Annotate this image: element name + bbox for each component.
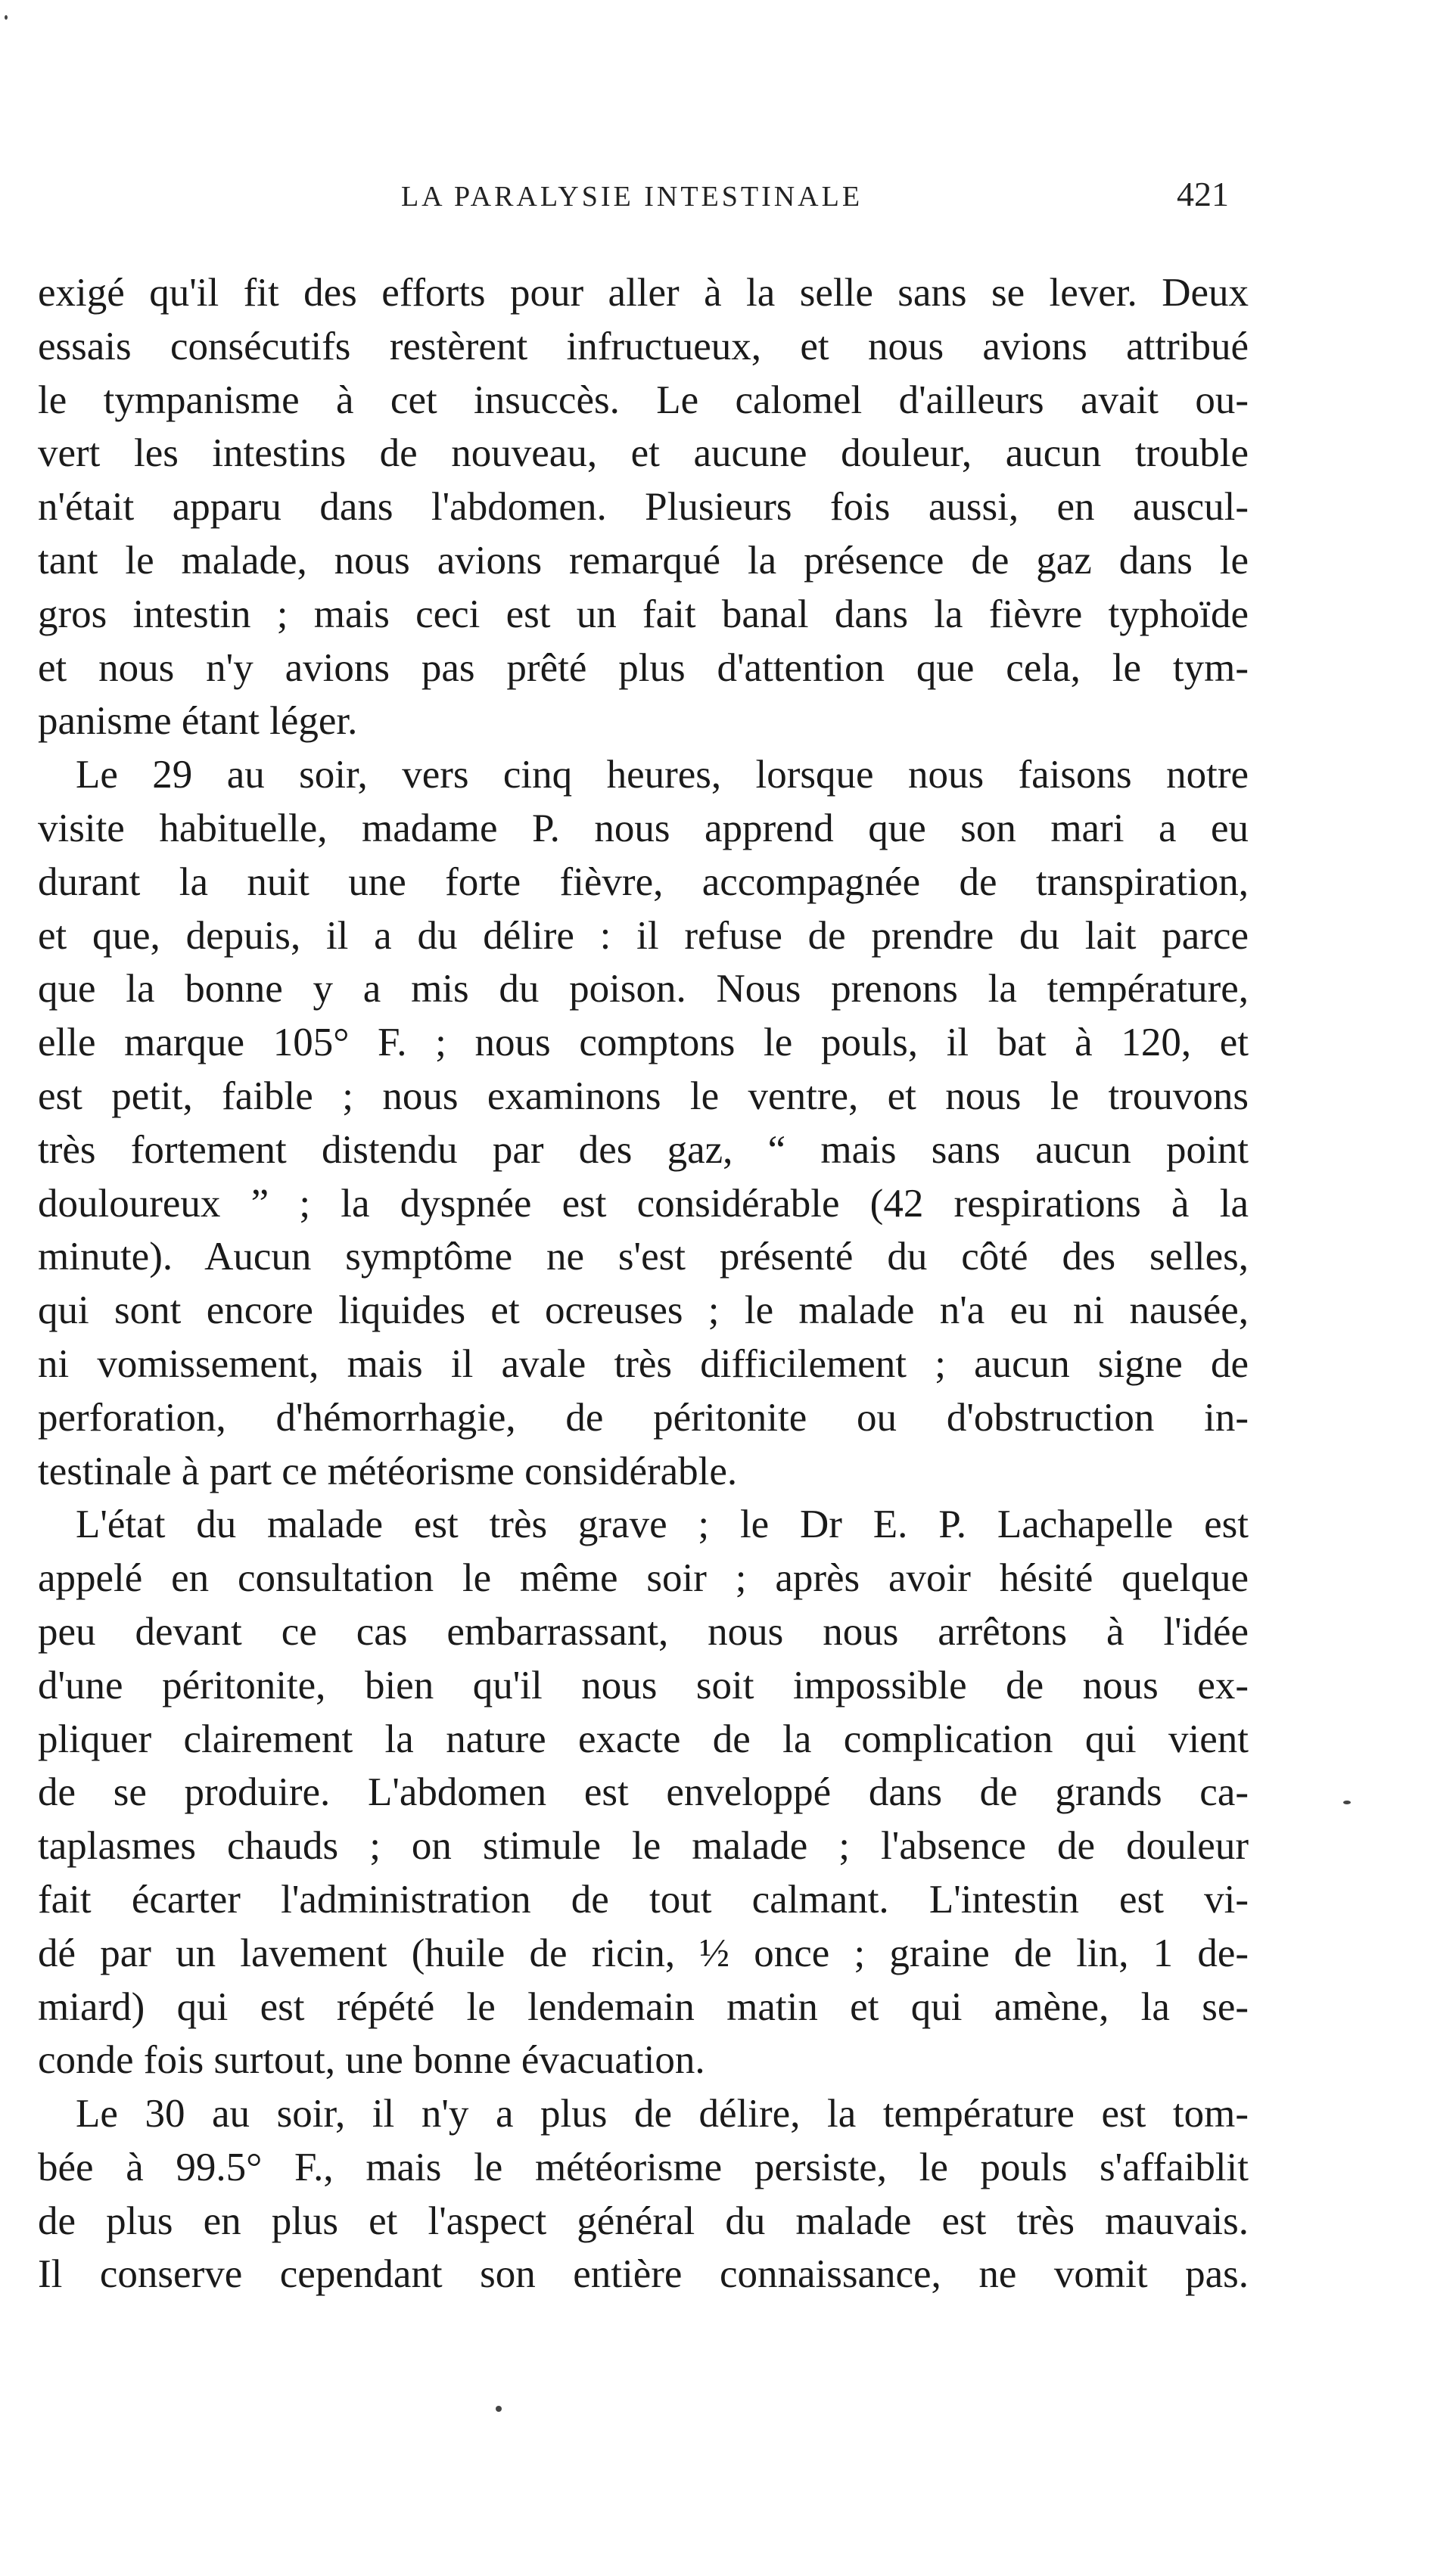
text-line: Il conserve cependant son entière connaissance, ne vomit pas. xyxy=(38,2252,1249,2297)
page-number: 421 xyxy=(1177,175,1229,213)
text-line: d'une péritonite, bien qu'il nous soit impossible de nous ex- xyxy=(38,1663,1249,1707)
text-line: taplasmes chauds ; on stimule le malade ; l'absence de douleur xyxy=(38,1824,1249,1869)
text-line: testinale à part ce météorisme considérable. xyxy=(38,1449,738,1493)
text-line: bée à 99.5° F., mais le météorisme persiste, le pouls s'affaiblit xyxy=(38,2145,1249,2189)
text-line: conde fois surtout, une bonne évacuation. xyxy=(38,2038,705,2083)
text-line: ni vomissement, mais il avale très difficilement ; aucun signe de xyxy=(38,1341,1249,1386)
text-line: pliquer clairement la nature exacte de la complication qui vient xyxy=(38,1717,1249,1761)
text-line: de plus en plus et l'aspect général du malade est très mauvais. xyxy=(38,2198,1249,2243)
text-line: miard) qui est répété le lendemain matin et qui amène, la se- xyxy=(38,1984,1249,2029)
text-line: Le 29 au soir, vers cinq heures, lorsque nous faisons notre xyxy=(76,753,1249,797)
text-line: gros intestin ; mais ceci est un fait banal dans la fièvre typhoïde xyxy=(38,592,1249,636)
text-line: tant le malade, nous avions remarqué la présence de gaz dans le xyxy=(38,538,1249,583)
text-line: très fortement distendu par des gaz, “ mais sans aucun point xyxy=(38,1127,1249,1172)
text-line: essais consécutifs restèrent infructueux, et nous avions attribué xyxy=(38,324,1249,368)
text-line: perforation, d'hémorrhagie, de péritonite ou d'obstruction in- xyxy=(38,1395,1249,1440)
text-line: appelé en consultation le même soir ; après avoir hésité quelque xyxy=(38,1556,1249,1601)
text-line: fait écarter l'administration de tout calmant. L'intestin est vi- xyxy=(38,1877,1249,1922)
text-line: dé par un lavement (huile de ricin, ½ once ; graine de lin, 1 de- xyxy=(38,1931,1249,1975)
text-line: et nous n'y avions pas prêté plus d'attention que cela, le tym- xyxy=(38,645,1249,690)
text-line: et que, depuis, il a du délire : il refuse de prendre du lait parce xyxy=(38,913,1249,958)
text-line: douloureux ” ; la dyspnée est considérable (42 respirations à la xyxy=(38,1181,1249,1226)
body-text xyxy=(38,266,1249,2301)
text-line: qui sont encore liquides et ocreuses ; le malade n'a eu ni nausée, xyxy=(38,1288,1249,1333)
running-title: LA PARALYSIE INTESTINALE xyxy=(400,181,863,213)
text-line: que la bonne y a mis du poison. Nous prenons la température, xyxy=(38,967,1249,1011)
print-speck xyxy=(1343,1801,1351,1804)
text-line: n'était apparu dans l'abdomen. Plusieurs fois aussi, en auscul- xyxy=(38,485,1249,530)
text-line: elle marque 105° F. ; nous comptons le pouls, il bat à 120, et xyxy=(38,1021,1249,1065)
text-line: peu devant ce cas embarrassant, nous nous arrêtons à l'idée xyxy=(38,1609,1249,1654)
text-line: est petit, faible ; nous examinons le ventre, et nous le trouvons xyxy=(38,1074,1249,1118)
text-line: minute). Aucun symptôme ne s'est présenté du côté des selles, xyxy=(38,1235,1249,1279)
print-speck xyxy=(5,15,8,20)
text-line: Le 30 au soir, il n'y a plus de délire, la température est tom- xyxy=(76,2092,1249,2136)
text-line: de se produire. L'abdomen est enveloppé dans de grands ca- xyxy=(38,1770,1249,1815)
text-line: visite habituelle, madame P. nous apprend que son mari a eu xyxy=(38,806,1249,850)
print-speck xyxy=(496,2406,502,2412)
text-line: panisme étant léger. xyxy=(38,699,358,744)
text-line: exigé qu'il fit des efforts pour aller à la selle sans se lever. Deux xyxy=(38,271,1249,315)
text-line: vert les intestins de nouveau, et aucune douleur, aucun trouble xyxy=(38,431,1249,476)
text-line: L'état du malade est très grave ; le Dr E. P. Lachapelle est xyxy=(76,1502,1249,1547)
text-line: le tympanisme à cet insuccès. Le calomel d'ailleurs avait ou- xyxy=(38,378,1249,422)
text-line: durant la nuit une forte fièvre, accompagnée de transpiration, xyxy=(38,859,1249,904)
